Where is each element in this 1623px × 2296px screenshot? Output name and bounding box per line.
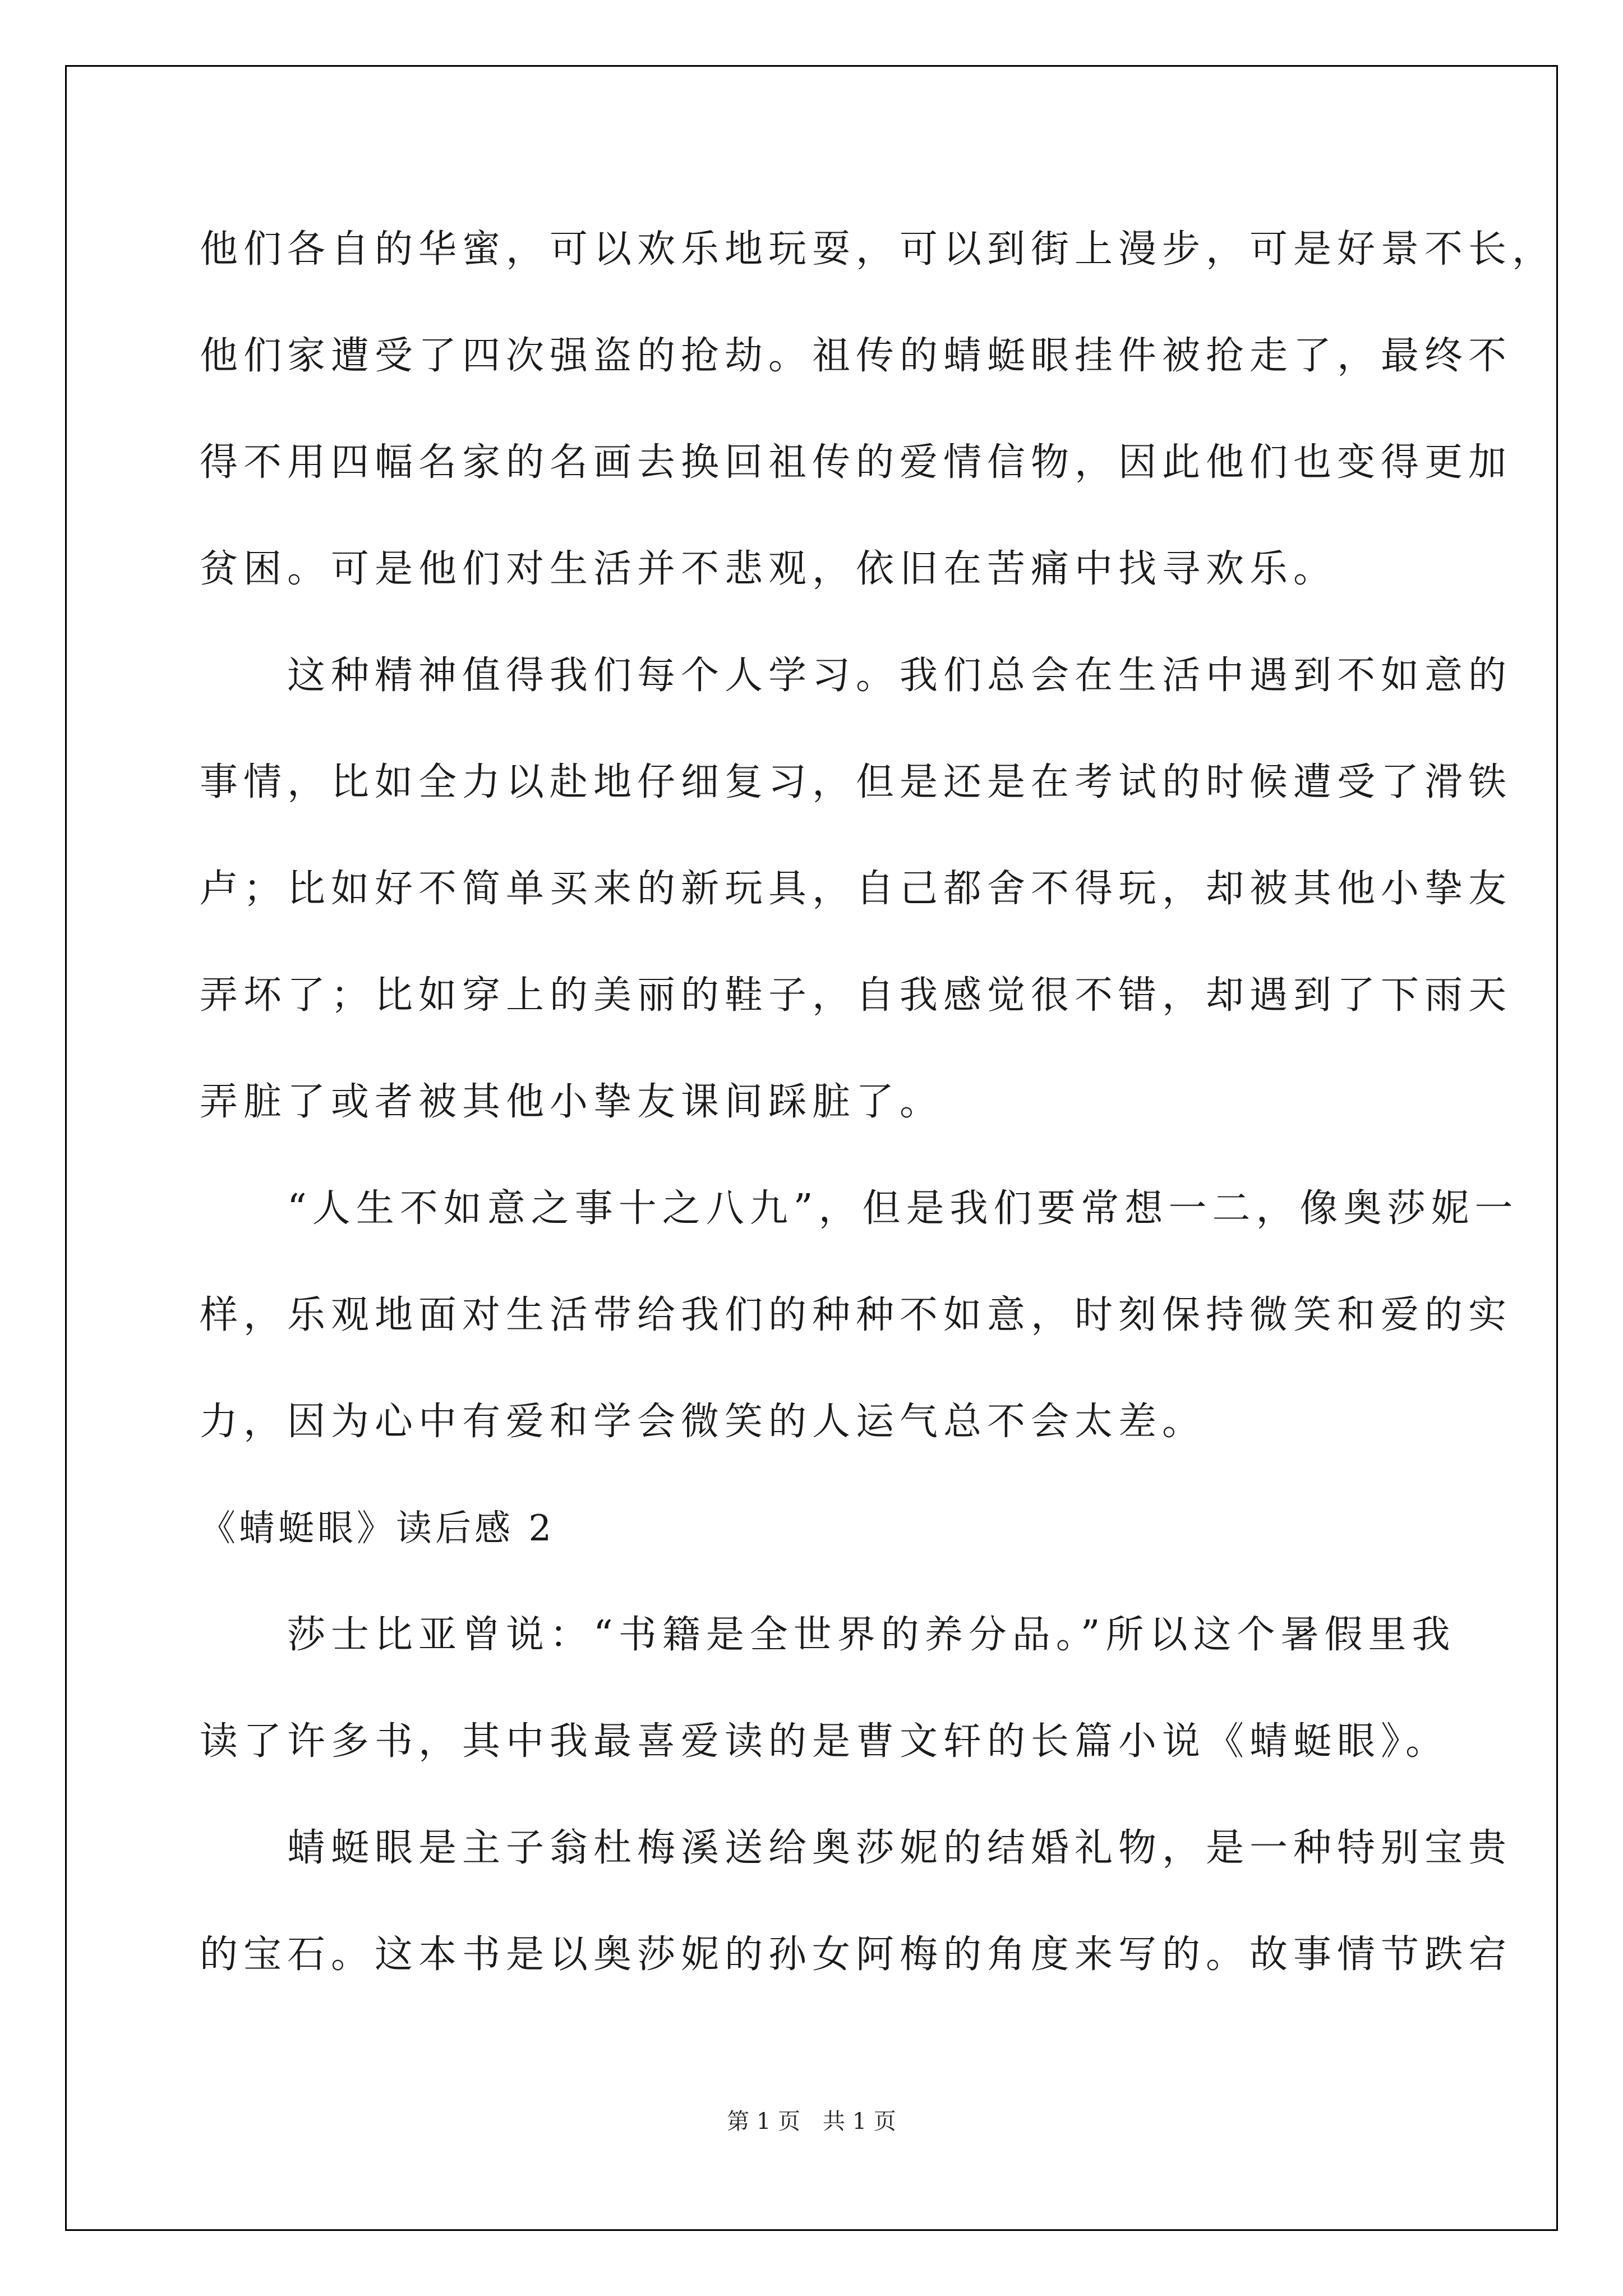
page-number-footer: 第 1 页 共 1 页 — [727, 2109, 896, 2134]
paragraph-line: 读了许多书，其中我最喜爱读的是曹文轩的长篇小说《蜻蜓眼》。 — [200, 1719, 1450, 1764]
paragraph-line: 事情，比如全力以赴地仔细复习，但是还是在考试的时候遭受了滑铁 — [200, 760, 1513, 804]
paragraph-line: 他们家遭受了四次强盗的抢劫。祖传的蜻蜓眼挂件被抢走了，最终不 — [200, 334, 1513, 378]
paragraph-line: 样，乐观地面对生活带给我们的种种不如意，时刻保持微笑和爱的实 — [200, 1293, 1513, 1337]
paragraph-line: 的宝石。这本书是以奥莎妮的孙女阿梅的角度来写的。故事情节跌宕 — [200, 1932, 1513, 1977]
paragraph-line: 弄坏了；比如穿上的美丽的鞋子，自我感觉很不错，却遇到了下雨天 — [200, 973, 1513, 1018]
paragraph-line: 他们各自的华蜜，可以欢乐地玩耍，可以到街上漫步，可是好景不长， — [200, 227, 1556, 272]
paragraph-line: 力，因为心中有爱和学会微笑的人运气总不会太差。 — [200, 1400, 1206, 1444]
section-heading: 《蜻蜓眼》读后感 2 — [200, 1508, 555, 1549]
document-body — [200, 196, 1556, 2008]
paragraph-line: 蜻蜓眼是主子翁杜梅溪送给奥莎妮的结婚礼物，是一种特别宝贵 — [200, 1826, 1513, 1870]
paragraph-line: 弄脏了或者被其他小挚友课间踩脏了。 — [200, 1080, 944, 1124]
paragraph-line: 这种精神值得我们每个人学习。我们总会在生活中遇到不如意的 — [200, 654, 1513, 698]
paragraph-line: 莎士比亚曾说：“书籍是全世界的养分品。”所以这个暑假里我 — [200, 1613, 1456, 1657]
paragraph-line: “人生不如意之事十之八九”，但是我们要常想一二，像奥莎妮一 — [200, 1186, 1519, 1231]
paragraph-line: 得不用四幅名家的名画去换回祖传的爱情信物，因此他们也变得更加 — [200, 440, 1513, 485]
paragraph-line: 贫困。可是他们对生活并不悲观，依旧在苦痛中找寻欢乐。 — [200, 547, 1338, 591]
paragraph-line: 卢；比如好不简单买来的新玩具，自己都舍不得玩，却被其他小挚友 — [200, 867, 1513, 911]
